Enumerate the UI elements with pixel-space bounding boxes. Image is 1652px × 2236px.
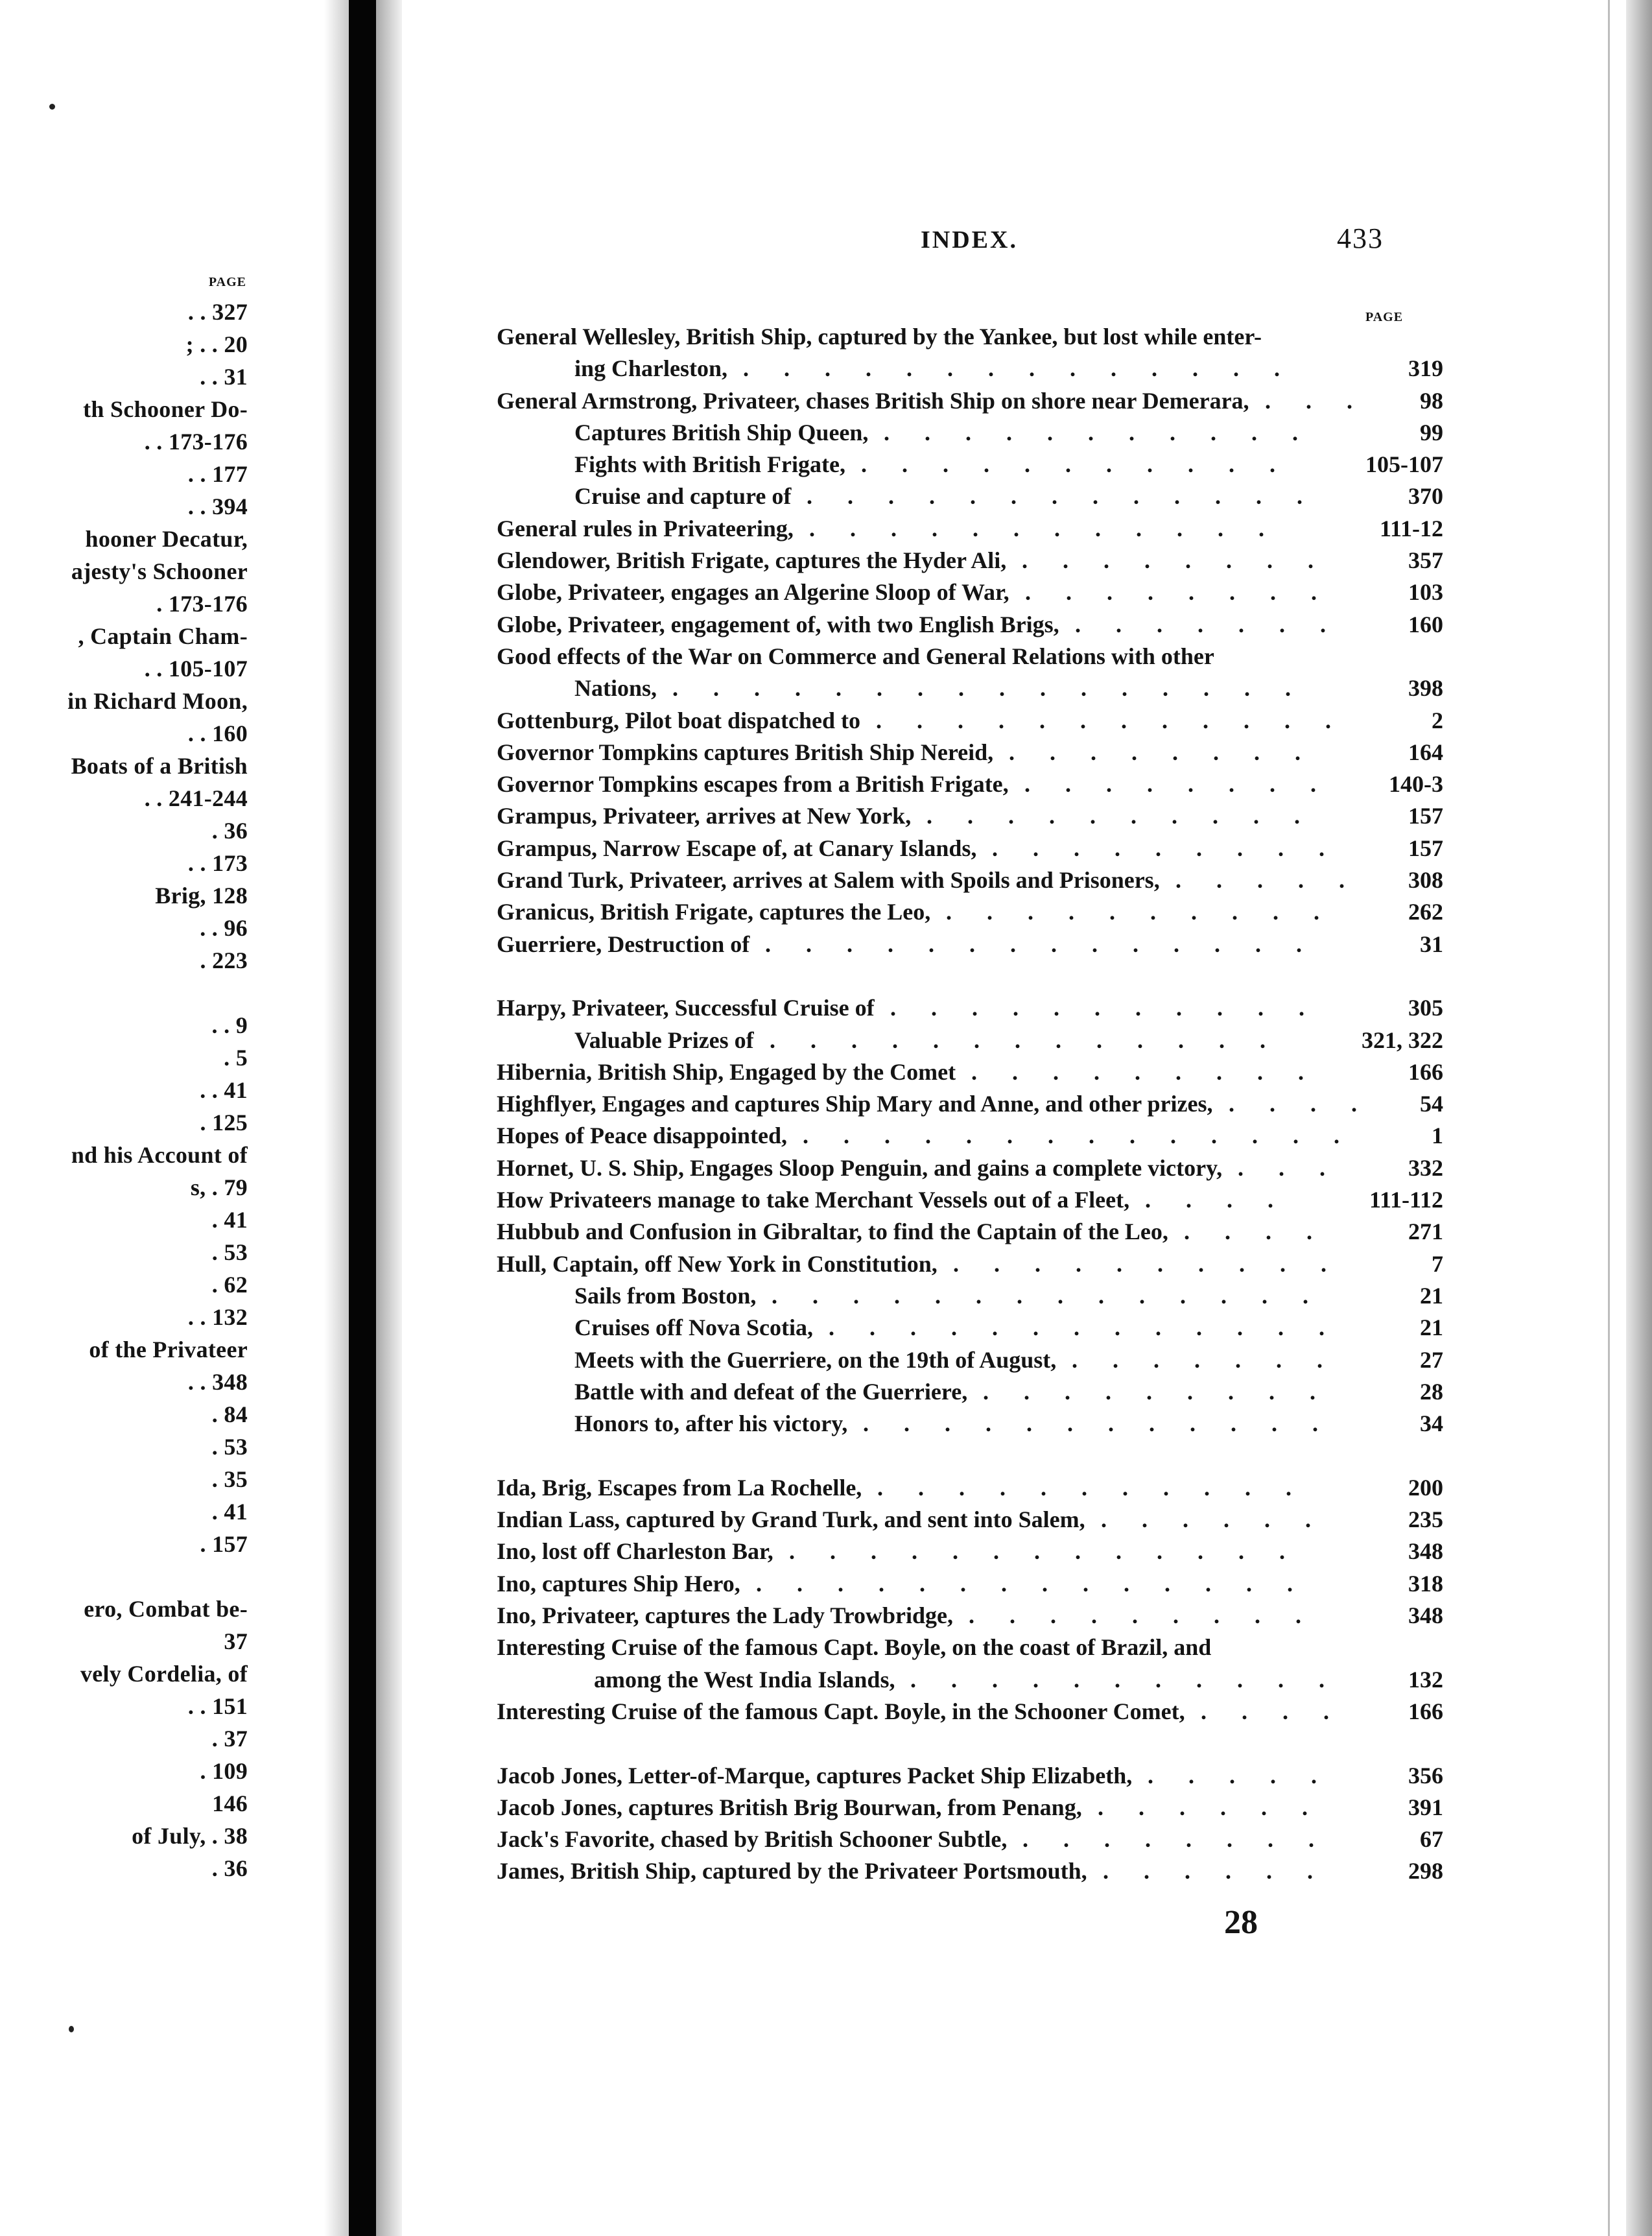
left-page-line: . . 394 xyxy=(187,494,248,519)
leader-dots: . . . . . . xyxy=(1101,1506,1346,1532)
entry-page: 7 xyxy=(1432,1251,1443,1277)
left-page-line: . . 177 xyxy=(187,461,248,487)
leader-dots: . . . xyxy=(1238,1155,1360,1181)
leader-dots: . . . . . . . . . xyxy=(971,1059,1339,1085)
index-entry xyxy=(0,451,1652,483)
entry-page: 166 xyxy=(1408,1698,1443,1724)
leader-dots: . . . . . . . . . . . xyxy=(884,420,1333,446)
entry-page: 31 xyxy=(1420,931,1443,957)
index-entry xyxy=(0,1058,1652,1091)
leader-dots: . . . . . . . . . . . xyxy=(877,1475,1327,1501)
entry-text: Harpy, Privateer, Successful Cruise of xyxy=(497,995,875,1021)
leader-dots: . . . xyxy=(1265,388,1387,414)
entry-text: Hubbub and Confusion in Gibraltar, to find the Captain of the Leo, xyxy=(497,1219,1168,1244)
entry-text: Fights with British Frigate, xyxy=(574,451,845,477)
entry-page: 164 xyxy=(1408,739,1443,765)
entry-page: 348 xyxy=(1408,1602,1443,1628)
page-column-label: PAGE xyxy=(1365,310,1404,324)
leader-dots: . . . . . . . . . . . . xyxy=(809,516,1299,541)
page-number: 433 xyxy=(1337,222,1384,254)
left-page-line: . 173-176 xyxy=(156,591,248,617)
index-entry xyxy=(0,355,1652,387)
index-entry xyxy=(0,739,1652,771)
entry-text: Honors to, after his victory, xyxy=(574,1410,848,1436)
index-entry xyxy=(0,1250,1652,1283)
left-page-line: . 41 xyxy=(211,1499,248,1525)
left-page-line: . . 105-107 xyxy=(144,656,248,682)
index-entry xyxy=(0,482,1652,515)
entry-page: 262 xyxy=(1408,899,1443,925)
entry-text: Interesting Cruise of the famous Capt. Boyle, in the Schooner Comet, xyxy=(497,1698,1185,1724)
entry-page: 332 xyxy=(1408,1155,1443,1181)
entry-page: 319 xyxy=(1408,355,1443,381)
left-page-line: . 53 xyxy=(211,1434,248,1460)
index-entry xyxy=(0,674,1652,707)
leader-dots: . . . . . . . . . . xyxy=(926,803,1335,829)
leader-dots: . . . . xyxy=(1184,1219,1347,1244)
left-page-line: 146 xyxy=(212,1790,248,1816)
index-entry xyxy=(0,707,1652,739)
entry-text: How Privateers manage to take Merchant Vessels out of a Fleet, xyxy=(497,1187,1130,1213)
entry-text: General Wellesley, British Ship, captured by the Yankee, but lost while enter- xyxy=(497,324,1262,350)
leader-dots: . . . . . . . . xyxy=(1022,547,1349,573)
entry-text: Highflyer, Engages and captures Ship Mary and Anne, and other prizes, xyxy=(497,1091,1213,1117)
entry-page: 157 xyxy=(1408,835,1443,861)
left-page-line: . 125 xyxy=(200,1110,248,1136)
entry-text: Granicus, British Frigate, captures the Leo, xyxy=(497,899,931,925)
left-page-line: . 157 xyxy=(200,1531,248,1557)
entry-text: General Armstrong, Privateer, chases British Ship on shore near Demerara, xyxy=(497,388,1249,414)
entry-page: 140-3 xyxy=(1389,771,1443,797)
leader-dots: . . . . . . . . . . . . . xyxy=(789,1538,1320,1564)
entry-page: 34 xyxy=(1420,1410,1443,1436)
index-entry xyxy=(0,387,1652,420)
entry-page: 271 xyxy=(1408,1219,1443,1244)
index-entry xyxy=(0,1666,1652,1698)
index-entry xyxy=(0,1538,1652,1570)
leader-dots: . . . . . . xyxy=(1103,1858,1348,1884)
index-entry xyxy=(0,931,1652,963)
index-entry xyxy=(0,770,1652,803)
left-page-line: . 37 xyxy=(211,1726,248,1752)
entry-page: 298 xyxy=(1408,1858,1443,1884)
entry-page: 370 xyxy=(1408,483,1443,509)
left-page-line: . . 327 xyxy=(187,299,248,325)
left-page-line: vely Cordelia, of xyxy=(80,1661,248,1687)
leader-dots: . . . . . . . . . . . . . . . . xyxy=(672,675,1326,701)
entry-page: 398 xyxy=(1408,675,1443,701)
entry-page: 103 xyxy=(1408,579,1443,605)
index-entry xyxy=(0,1154,1652,1187)
entry-text: Jack's Favorite, chased by British Schooner Subtle, xyxy=(497,1826,1008,1852)
index-entry xyxy=(0,1282,1652,1314)
entry-text: Jacob Jones, captures British Brig Bourwan, from Penang, xyxy=(497,1794,1082,1820)
index-entry xyxy=(0,1762,1652,1794)
left-page-line: ; . . 20 xyxy=(185,331,248,357)
index-entry xyxy=(0,323,1652,355)
entry-text: Ino, lost off Charleston Bar, xyxy=(497,1538,773,1564)
entry-page: 157 xyxy=(1408,803,1443,829)
entry-text: Hibernia, British Ship, Engaged by the Comet xyxy=(497,1059,956,1085)
ink-speck xyxy=(69,2026,74,2032)
entry-text: Hopes of Peace disappointed, xyxy=(497,1123,788,1148)
left-page-line: . . 348 xyxy=(187,1369,248,1395)
leader-dots: . . . . . . . . xyxy=(1024,771,1351,797)
leader-dots: . . . . . . . . . . xyxy=(953,1251,1362,1277)
leader-dots: . . . . . . . . . . . . . . xyxy=(803,1123,1375,1148)
index-entry xyxy=(0,515,1652,547)
leader-dots: . . . . xyxy=(1229,1091,1392,1117)
entry-page: 305 xyxy=(1408,995,1443,1021)
ink-speck xyxy=(49,104,55,110)
left-page-line: . . 96 xyxy=(200,915,248,941)
leader-dots: . . . . . . . . . . xyxy=(946,899,1354,925)
leader-dots: . . . . . . . . . xyxy=(992,835,1360,861)
left-page-line: . 36 xyxy=(211,1855,248,1881)
leader-dots: . . . . . . . . . . . xyxy=(890,995,1339,1021)
left-page-line: . . 31 xyxy=(200,364,248,390)
left-page-line: . 5 xyxy=(224,1045,248,1071)
leader-dots: . . . . . . xyxy=(1098,1794,1343,1820)
entry-text: Ino, Privateer, captures the Lady Trowbridge, xyxy=(497,1602,953,1628)
index-entry xyxy=(0,1826,1652,1858)
left-page-line: . . 160 xyxy=(187,720,248,746)
entry-text: General rules in Privateering, xyxy=(497,516,794,541)
left-page-line: hooner Decatur, xyxy=(85,526,248,552)
entry-page: 160 xyxy=(1408,612,1443,637)
index-entry xyxy=(0,1186,1652,1219)
left-page-line: ero, Combat be- xyxy=(84,1596,248,1622)
left-page-line: . . 241-244 xyxy=(144,785,248,811)
entry-text: ing Charleston, xyxy=(574,355,728,381)
index-entry xyxy=(0,611,1652,643)
leader-dots: . . . . xyxy=(1145,1187,1308,1213)
entry-page: 111-12 xyxy=(1379,516,1443,541)
entry-page: 21 xyxy=(1420,1283,1443,1309)
entry-page: 132 xyxy=(1408,1667,1443,1693)
leader-dots: . . . . . . . . . . . . . . xyxy=(756,1571,1328,1597)
index-entry xyxy=(0,1410,1652,1442)
left-page-line: . . 132 xyxy=(187,1304,248,1330)
index-entry xyxy=(0,643,1652,675)
leader-dots: . . . . . . . . . . . . . . xyxy=(772,1283,1343,1309)
entry-page: 166 xyxy=(1408,1059,1443,1085)
entry-text: Cruise and capture of xyxy=(574,483,792,509)
left-page-line: in Richard Moon, xyxy=(67,688,248,714)
index-entry xyxy=(0,1474,1652,1506)
leader-dots: . . . . xyxy=(1201,1698,1364,1724)
index-entry xyxy=(0,802,1652,835)
index-entry xyxy=(0,1218,1652,1250)
signature-mark: 28 xyxy=(1224,1904,1258,1941)
index-entry xyxy=(0,1122,1652,1154)
leader-dots: . . . . . . . . . . . . xyxy=(863,1410,1353,1436)
left-page-line: 37 xyxy=(224,1628,248,1654)
entry-text: Valuable Prizes of xyxy=(574,1027,754,1053)
index-entry xyxy=(0,547,1652,579)
left-page-line: . . 173 xyxy=(187,850,248,876)
entry-page: 2 xyxy=(1432,708,1443,733)
leader-dots: . . . . . xyxy=(1175,867,1380,893)
entry-text: Grand Turk, Privateer, arrives at Salem with Spoils and Prisoners, xyxy=(497,867,1160,893)
entry-page: 356 xyxy=(1408,1763,1443,1789)
index-entry xyxy=(0,1090,1652,1123)
index-entry xyxy=(0,835,1652,867)
index-entry xyxy=(0,578,1652,611)
entry-text: Cruises off Nova Scotia, xyxy=(574,1314,813,1340)
leader-dots: . . . . . . . . . . . . xyxy=(876,708,1366,733)
left-page-line: . . 9 xyxy=(211,1012,248,1038)
entry-text: Governor Tompkins escapes from a British Frigate, xyxy=(497,771,1009,797)
entry-page: 308 xyxy=(1408,867,1443,893)
entry-text: Captures British Ship Queen, xyxy=(574,420,869,446)
entry-page: 21 xyxy=(1420,1314,1443,1340)
left-column-label: PAGE xyxy=(208,275,246,289)
leader-dots: . . . . . . . . . . . . . xyxy=(770,1027,1301,1053)
index-entry xyxy=(0,419,1652,451)
leader-dots: . . . . . . . . . . . . . xyxy=(829,1314,1360,1340)
leader-dots: . . . . . . . . . . . . . xyxy=(807,483,1338,509)
entry-text: Grampus, Privateer, arrives at New York, xyxy=(497,803,912,829)
entry-text: Jacob Jones, Letter-of-Marque, captures Packet Ship Elizabeth, xyxy=(497,1763,1133,1789)
entry-page: 318 xyxy=(1408,1571,1443,1597)
left-page-line: . 36 xyxy=(211,818,248,844)
index-entry xyxy=(0,1634,1652,1666)
entry-page: 391 xyxy=(1408,1794,1443,1820)
entry-text: among the West India Islands, xyxy=(594,1667,895,1693)
entry-text: Meets with the Guerriere, on the 19th of August, xyxy=(574,1347,1057,1373)
entry-text: Gottenburg, Pilot boat dispatched to xyxy=(497,708,861,733)
left-page-line: Brig, 128 xyxy=(155,883,248,909)
index-entry xyxy=(0,1602,1652,1634)
left-page-line: ajesty's Schooner xyxy=(71,558,248,584)
leader-dots: . . . . . . . . xyxy=(1025,579,1352,605)
left-page-line: nd his Account of xyxy=(71,1142,248,1168)
entry-text: Hull, Captain, off New York in Constitution, xyxy=(497,1251,938,1277)
left-page-line: . 53 xyxy=(211,1239,248,1265)
entry-text: Ino, captures Ship Hero, xyxy=(497,1571,740,1597)
entry-text: Hornet, U. S. Ship, Engages Sloop Penguin, and gains a complete victory, xyxy=(497,1155,1223,1181)
entry-text: Interesting Cruise of the famous Capt. Boyle, on the coast of Brazil, and xyxy=(497,1634,1212,1660)
entry-page: 200 xyxy=(1408,1475,1443,1501)
left-page-line: . 35 xyxy=(211,1466,248,1492)
index-entry xyxy=(0,898,1652,931)
left-page-line: . 84 xyxy=(211,1401,248,1427)
index-entry xyxy=(0,1698,1652,1730)
left-page-line: , Captain Cham- xyxy=(78,623,248,649)
left-page-line: th Schooner Do- xyxy=(83,396,248,422)
leader-dots: . . . . . xyxy=(1148,1763,1352,1789)
running-head: INDEX. xyxy=(921,226,1018,254)
entry-page: 54 xyxy=(1420,1091,1443,1117)
left-page-line: of July, . 38 xyxy=(132,1823,248,1849)
leader-dots: . . . . . . . . . . . xyxy=(861,451,1310,477)
index-entry xyxy=(0,866,1652,899)
entry-text: Battle with and defeat of the Guerriere, xyxy=(574,1379,968,1405)
left-page-line: Boats of a British xyxy=(71,753,248,779)
entry-page: 348 xyxy=(1408,1538,1443,1564)
left-page-line: of the Privateer xyxy=(89,1337,248,1362)
index-entry xyxy=(0,1314,1652,1346)
entry-page: 28 xyxy=(1420,1379,1443,1405)
index-entry xyxy=(0,1857,1652,1890)
left-page-line: . . 41 xyxy=(200,1077,248,1103)
entry-text: Glendower, British Frigate, captures the Hyder Ali, xyxy=(497,547,1007,573)
index-entry xyxy=(0,1570,1652,1602)
entry-page: 99 xyxy=(1420,420,1443,446)
leader-dots: . . . . . . . xyxy=(1072,1347,1358,1373)
entry-text: Governor Tompkins captures British Ship Nereid, xyxy=(497,739,994,765)
entry-text: Globe, Privateer, engages an Algerine Sloop of War, xyxy=(497,579,1009,605)
entry-text: Sails from Boston, xyxy=(574,1283,757,1309)
entry-text: Guerriere, Destruction of xyxy=(497,931,750,957)
index-entry xyxy=(0,1346,1652,1379)
entry-text: Grampus, Narrow Escape of, at Canary Islands, xyxy=(497,835,977,861)
index-entry xyxy=(0,1027,1652,1059)
index-entry xyxy=(0,1794,1652,1826)
entry-page: 67 xyxy=(1420,1826,1443,1852)
entry-text: Nations, xyxy=(574,675,657,701)
left-page-line: s, . 79 xyxy=(190,1174,248,1200)
entry-page: 111-112 xyxy=(1369,1187,1443,1213)
leader-dots: . . . . . . . . . xyxy=(983,1379,1351,1405)
leader-dots: . . . . . . . . xyxy=(1009,739,1336,765)
entry-page: 357 xyxy=(1408,547,1443,573)
entry-text: Ida, Brig, Escapes from La Rochelle, xyxy=(497,1475,862,1501)
leader-dots: . . . . . . . . xyxy=(1022,1826,1349,1852)
entry-page: 105-107 xyxy=(1365,451,1443,477)
index-entry xyxy=(0,1378,1652,1410)
left-page-line: . 41 xyxy=(211,1207,248,1233)
leader-dots: . . . . . . . xyxy=(1075,612,1361,637)
entry-text: Good effects of the War on Commerce and General Relations with other xyxy=(497,643,1214,669)
leader-dots: . . . . . . . . . . . . . . xyxy=(743,355,1315,381)
entry-page: 321, 322 xyxy=(1362,1027,1443,1053)
left-page-line: . . 173-176 xyxy=(144,429,248,455)
leader-dots: . . . . . . . . . xyxy=(969,1602,1336,1628)
leader-dots: . . . . . . . . . . . . . . xyxy=(765,931,1337,957)
entry-page: 98 xyxy=(1420,388,1443,414)
index-entry xyxy=(0,1506,1652,1538)
entry-text: Indian Lass, captured by Grand Turk, and sent into Salem, xyxy=(497,1506,1085,1532)
entry-text: Globe, Privateer, engagement of, with two English Brigs, xyxy=(497,612,1059,637)
entry-page: 235 xyxy=(1408,1506,1443,1532)
index-entry xyxy=(0,994,1652,1027)
left-page-line: . 109 xyxy=(200,1758,248,1784)
entry-text: James, British Ship, captured by the Privateer Portsmouth, xyxy=(497,1858,1087,1884)
entry-page: 27 xyxy=(1420,1347,1443,1373)
left-page-line: . . 151 xyxy=(187,1693,248,1719)
entry-page: 1 xyxy=(1432,1123,1443,1148)
leader-dots: . . . . . . . . . . . xyxy=(910,1667,1360,1693)
left-page-line: . 62 xyxy=(211,1272,248,1298)
left-page-line: . 223 xyxy=(200,947,248,973)
